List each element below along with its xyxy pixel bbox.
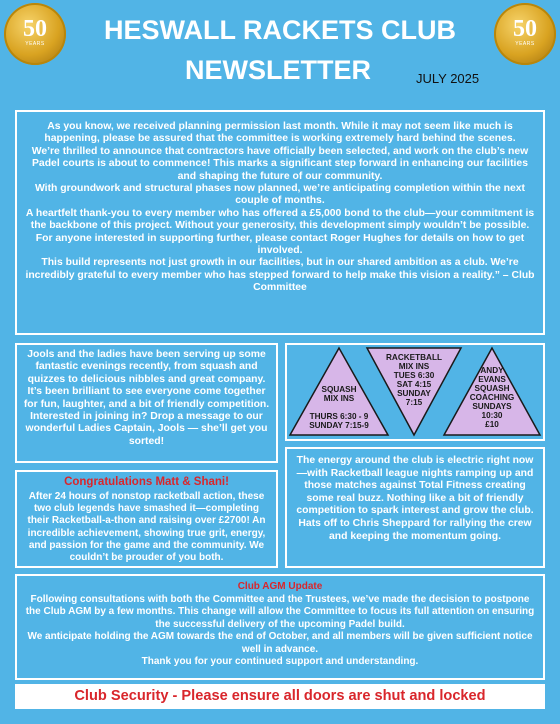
sessions-section — [285, 343, 545, 441]
issue-date: JULY 2025 — [416, 71, 480, 86]
intro-paragraph: With groundwork and structural phases now planned, we’re anticipating completion within the next couple of months. — [34, 183, 526, 207]
ladies-text: Jools and the ladies have been serving up some fantastic evenings recently, from squash and quizzes to delicious nibbles and great company. It’s been brilliant to see everyone come together for fun, laughter, and a bit of friendly competition. Interested in joining in? Drop a message to our wonderful Ladies Captain, Jools — she’ll get you sorted! — [23, 349, 270, 447]
coaching-line: £10 — [485, 420, 499, 429]
coaching-line: 10:30 — [481, 411, 503, 420]
badge-subtitle: YEARS — [25, 41, 45, 47]
racketball-league-section — [285, 447, 545, 568]
coaching-line: SUNDAYS — [472, 402, 512, 411]
agm-text: Following consultations with both the Committee and the Trustees, we’ve made the decision to postpone the Club AGM by a few months. This change will allow the Committee to focus its full attention on ensuring the successful delivery of the upcoming Padel build. — [25, 593, 535, 630]
racketball-line: SAT 4:15 — [396, 380, 432, 389]
coaching-line: COACHING — [469, 393, 515, 402]
newsletter-title: NEWSLETTER — [185, 55, 371, 85]
squash-line: SUNDAY 7:15-9 — [309, 421, 369, 430]
agm-text: We anticipate holding the AGM towards the end of October, and all members will be given sufficient notice well in advance. — [27, 631, 533, 655]
security-notice — [15, 684, 545, 709]
coaching-line: SQUASH — [474, 384, 510, 393]
racketball-line: RACKETBALL — [386, 353, 442, 362]
agm-section — [15, 574, 545, 680]
sessions-triangles — [287, 345, 543, 439]
badge-number: 50 — [513, 16, 537, 42]
ladies-section — [15, 343, 278, 463]
intro-paragraph: A heartfelt thank-you to every member who has offered a £5,000 bond to the club—your commitment is the backbone of this project. Without your generosity, this development simply wouldn’t be possible. For anyone interested in supporting further, please contact Roger Hughes for details on how to get involved. — [25, 207, 535, 257]
intro-paragraph: As you know, we received planning permission last month. While it may not seem like much is happening, please be assured that the committee is working extremely hard behind the scenes. — [44, 121, 516, 145]
squash-line: SQUASH — [321, 385, 357, 394]
racketball-line: SUNDAY — [397, 389, 431, 398]
congratulations-text: After 24 hours of nonstop racketball action, these two club legends have smashed it—completing their Racketball-a-thon and raising over £2700! An incredible achievement, showing true grit, energy, and passion for the game and the community. We couldn’t be prouder of you both. — [27, 491, 266, 564]
racketball-line: TUES 6:30 — [393, 371, 435, 380]
league-text: The energy around the club is electric right now—with Racketball league nights ramping up and those matches against Total Fitness creating some real buzz. Nothing like a bit of friendly competition to spark interest and grow the club. Hats off to Chris Sheppard for rallying the crew and keeping the momentum going. — [296, 455, 534, 542]
coaching-line: EVANS — [478, 375, 506, 384]
planning-update-section — [15, 110, 545, 335]
agm-text: Thank you for your continued support and understanding. — [141, 656, 419, 667]
intro-paragraph: We’re thrilled to announce that contractors have officially been selected, and work on the club’s new Padel courts is about to commence! This marks a significant step forward in enhancing our facilities and shaping the future of our community. — [31, 145, 529, 182]
squash-line: MIX INS — [323, 394, 355, 403]
intro-paragraph: This build represents not just growth in our facilities, but in our shared ambition as a club. We’re incredibly grateful to every member who has stepped forward to help make this vision a reality.” – Club Committee — [25, 257, 535, 294]
club-title: HESWALL RACKETS CLUB — [103, 15, 456, 45]
squash-line: THURS 6:30 - 9 — [309, 412, 369, 421]
racketball-line: MIX INS — [398, 362, 430, 371]
agm-heading: Club AGM Update — [237, 581, 323, 592]
congratulations-heading: Congratulations Matt & Shani! — [64, 476, 229, 488]
coaching-line: ANDY — [480, 366, 504, 375]
congratulations-section — [15, 470, 278, 568]
badge-number: 50 — [23, 16, 47, 42]
security-text: Club Security - Please ensure all doors are shut and locked — [74, 688, 486, 704]
badge-subtitle: YEARS — [515, 41, 535, 47]
racketball-line: 7:15 — [405, 398, 423, 407]
